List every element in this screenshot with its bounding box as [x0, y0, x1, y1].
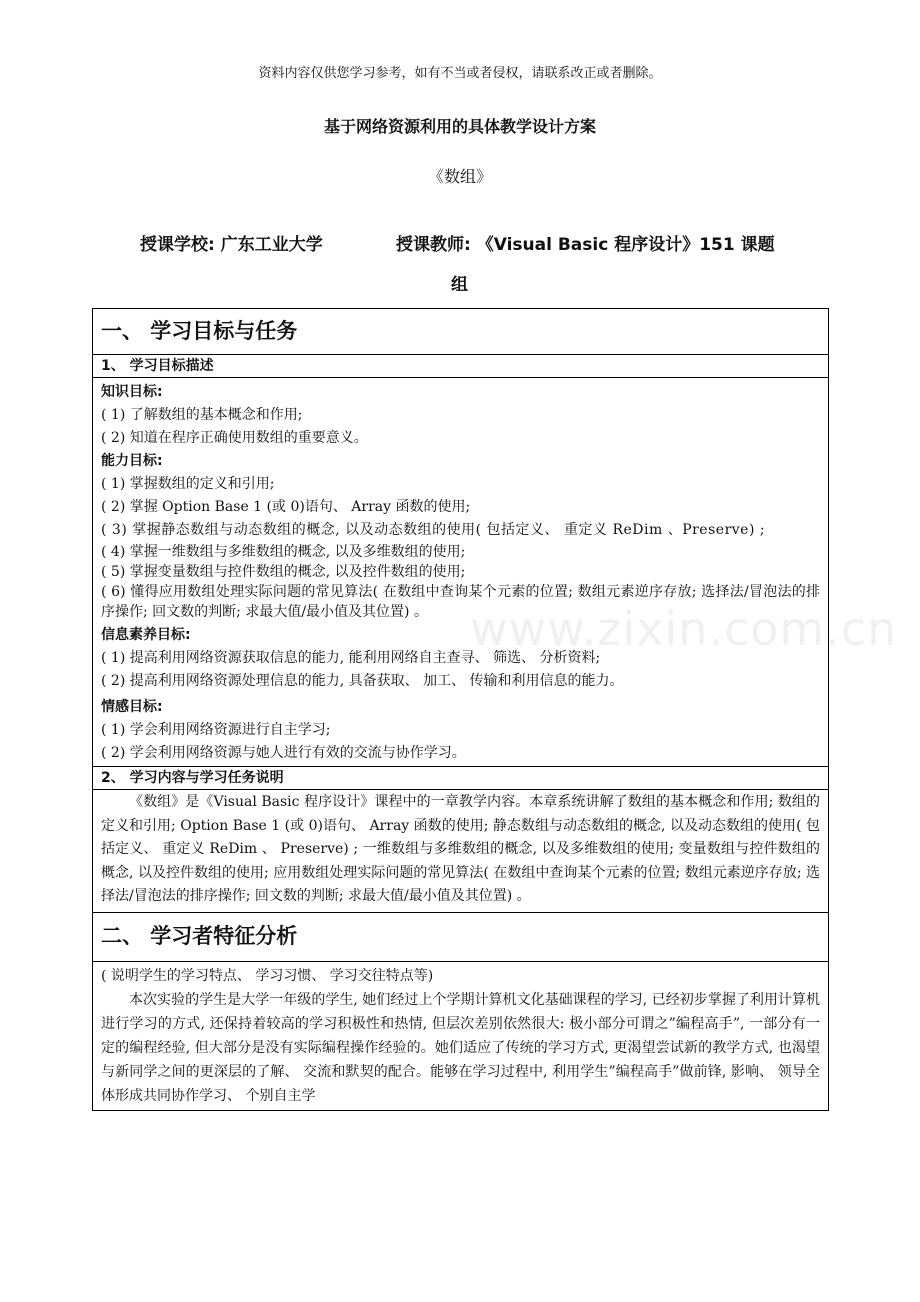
emotion-item: ( 2) 学会利用网络资源与她人进行有效的交流与协作学习。 — [101, 745, 466, 761]
content-description: 《数组》是《Visual Basic 程序设计》课程中的一章教学内容。本章系统讲解了数组的基本概念和作用; 数组的定义和引用; Option Base 1 (或 0)语句、 Array 函数的使用; 静态数组与动态数组的概念, 以及动态数组的使用( 包括定义、 重定义 ReDim 、 Preserve) ; 一维数组与多维数组的概念, 以及多维数组的使用; 变量数组与控件数组的概念, 以及控件数组的使用; 应用数组处理实际问题的常见算法( 在数组中查询某个元素的位置; 数组元素逆序存放; 选择法/冒泡法的排序操作; 回文数的判断; 求最大值/最小值及其位置) 。 — [93, 790, 829, 913]
teacher-label: 授课教师: 《Visual Basic 程序设计》151 课题 — [396, 235, 775, 255]
knowledge-item: ( 2) 知道在程序正确使用数组的重要意义。 — [101, 430, 368, 446]
learner-note: ( 说明学生的学习特点、 学习习惯、 学习交往特点等) — [101, 967, 434, 984]
info-literacy-item: ( 1) 提高利用网络资源获取信息的能力, 能利用网络自主查寻、 筛选、 分析资料; — [101, 650, 601, 666]
ability-item: ( 2) 掌握 Option Base 1 (或 0)语句、 Array 函数的使用; — [101, 499, 471, 515]
subsection-heading-2: 2、 学习内容与学习任务说明 — [93, 767, 829, 790]
ability-item: ( 5) 掌握变量数组与控件数组的概念, 以及控件数组的使用; — [101, 564, 466, 580]
ability-item: ( 1) 掌握数组的定义和引用; — [101, 476, 275, 492]
ability-heading: 能力目标: — [101, 453, 163, 469]
learner-analysis — [93, 961, 829, 1110]
ability-item: ( 4) 掌握一维数组与多维数组的概念, 以及多维数组的使用; — [101, 544, 466, 560]
disclaimer: 资料内容仅供您学习参考，如有不当或者侵权，请联系改正或者删除。 — [258, 66, 662, 81]
emotion-item: ( 1) 学会利用网络资源进行自主学习; — [101, 722, 331, 738]
school-label: 授课学校: 广东工业大学 — [140, 235, 323, 255]
info-literacy-heading: 信息素养目标: — [101, 627, 191, 643]
ability-item: ( 3) 掌握静态数组与动态数组的概念, 以及动态数组的使用( 包括定义、 重定义 ReDim 、Preserve) ; — [101, 522, 766, 538]
page-title: 基于网络资源利用的具体教学设计方案 — [323, 117, 596, 136]
objectives-block — [93, 378, 829, 767]
page-subtitle: 《数组》 — [427, 167, 492, 186]
subsection-heading-1: 1、 学习目标描述 — [93, 355, 829, 378]
emotion-heading: 情感目标: — [101, 699, 163, 715]
knowledge-heading: 知识目标: — [101, 384, 163, 400]
plan-table — [92, 308, 829, 1111]
learner-body: 本次实验的学生是大学一年级的学生, 她们经过上个学期计算机文化基础课程的学习, 已经初步掌握了利用计算机进行学习的方式, 还保持着较高的学习积极性和热情, 但层次差别依然很大: 极小部分可谓之”编程高手”, 一部分有一定的编程经验, 但大部分是没有实际编程操作经验的。她们适应了传统的学习方式, 更渴望尝试新的教学方式, 也渴望与新同学之间的更深层的了解、 交流和默契的配合。能够在学习过程中, 利用学生”编程高手”做前锋, 影响、 领导全体形成共同协作学习、 个别自主学 — [101, 991, 820, 1104]
section-heading-1: 一、 学习目标与任务 — [93, 309, 829, 355]
ability-item: ( 6) 懂得应用数组处理实际问题的常见算法( 在数组中查询某个元素的位置; 数组元素逆序存放; 选择法/冒泡法的排序操作; 回文数的判断; 求最大值/最小值及其位置) 。 — [101, 584, 820, 620]
watermark: www.zixin.com.cn — [470, 602, 898, 656]
teacher-label-continued: 组 — [451, 275, 468, 295]
knowledge-item: ( 1) 了解数组的基本概念和作用; — [101, 407, 303, 423]
section-heading-2: 二、 学习者特征分析 — [93, 912, 829, 961]
info-literacy-item: ( 2) 提高利用网络资源处理信息的能力, 具备获取、 加工、 传输和利用信息的能力。 — [101, 673, 624, 689]
